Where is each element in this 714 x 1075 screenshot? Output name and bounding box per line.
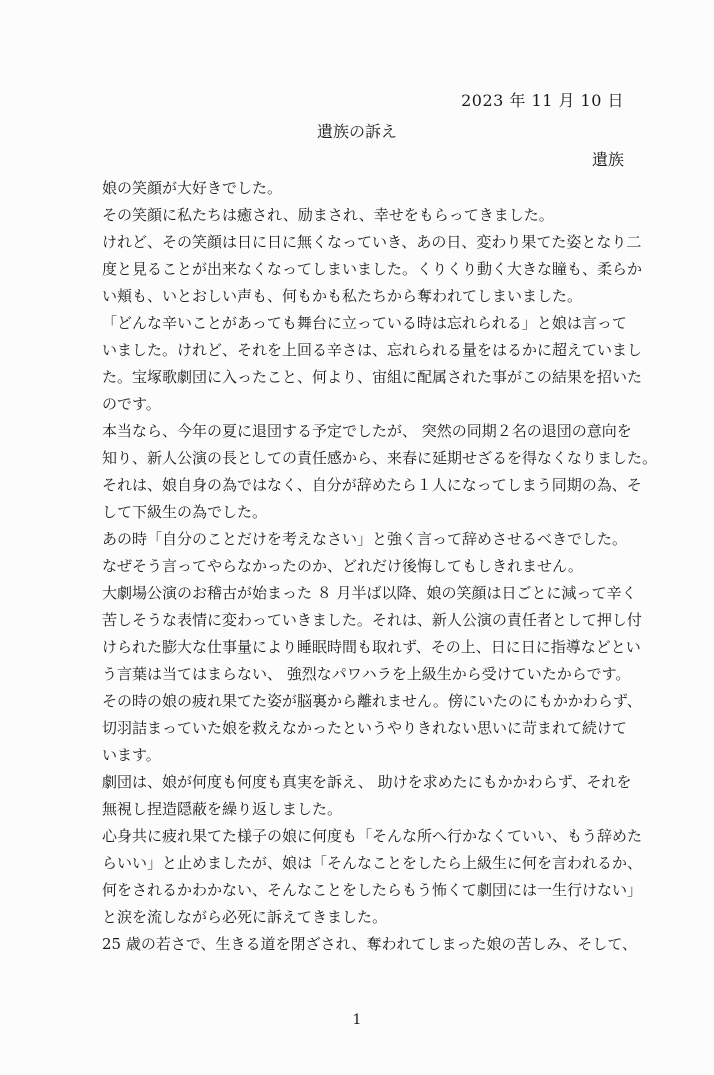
body-line: けられた膨大な仕事量により睡眠時間も取れず、その上、日に日に指導などとい <box>102 638 641 656</box>
body-line: 苦しそうな表情に変わっていきました。それは、新人公演の責任者として押し付 <box>102 611 642 629</box>
body-line: その時の娘の疲れ果てた姿が脳裏から離れません。傍にいたのにもかかわらず、 <box>102 692 642 710</box>
body-line: 切羽詰まっていた娘を救えなかったというやりきれない思いに苛まれて続けて <box>102 719 628 737</box>
body-line: その笑顔に私たちは癒され、励まされ、幸せをもらってきました。 <box>102 206 554 224</box>
body-line: 度と見ることが出来なくなってしまいました。くりくり動く大きな瞳も、柔らか <box>102 260 643 278</box>
body-line: 何をされるかわかない、そんなことをしたらもう怖くて劇団には一生行けない」 <box>102 881 643 899</box>
document-body <box>102 175 658 958</box>
body-line: 知り、新人公演の長としての責任感から、来春に延期せざるを得なくなりました。 <box>102 449 658 467</box>
body-line: います。 <box>102 746 161 764</box>
body-line: 25 歳の若さで、生きる道を閉ざされ、奪われてしまった娘の苦しみ、そして、 <box>102 935 638 953</box>
body-line: なぜそう言ってやらなかったのか、どれだけ後悔してもしきれません。 <box>102 557 583 575</box>
body-line: 劇団は、娘が何度も何度も真実を訴え、 助けを求めたにもかかわらず、それを <box>102 773 632 791</box>
body-line: 大劇場公演のお稽古が始まった ８ 月半ば以降、娘の笑顔は日ごとに減って辛く <box>102 584 637 602</box>
body-line: らいい」と止めましたが、娘は「そんなことをしたら上級生に何を言われるか、 <box>102 854 643 872</box>
body-line: 本当なら、今年の夏に退団する予定でしたが、 突然の同期２名の退団の意向を <box>102 422 632 440</box>
body-line: い頬も、いとおしい声も、何もかも私たちから奪われてしまいました。 <box>102 287 583 305</box>
body-line: のです。 <box>102 395 161 413</box>
body-line: た。宝塚歌劇団に入ったこと、何より、宙組に配属された事がこの結果を招いた <box>102 368 643 386</box>
document-date: 2023 年 11 月 10 日 <box>461 91 624 110</box>
body-line: けれど、その笑顔は日に日に無くなっていき、あの日、変わり果てた姿となり二 <box>102 233 642 251</box>
document-title: 遺族の訴え <box>316 122 397 141</box>
body-line: して下級生の為でした。 <box>102 503 268 521</box>
body-line: 娘の笑顔が大好きでした。 <box>102 179 283 197</box>
body-line: と涙を流しながら必死に訴えてきました。 <box>102 908 388 926</box>
body-line: う言葉は当てはまらない、 強烈なパワハラを上級生から受けていたからです。 <box>102 665 631 683</box>
body-line: いました。けれど、それを上回る辛さは、忘れられる量をはるかに超えていまし <box>102 341 643 359</box>
page-number: 1 <box>352 1012 362 1028</box>
document-author: 遺族 <box>591 150 624 169</box>
body-line: 無視し捏造隠蔽を繰り返しました。 <box>102 800 343 818</box>
body-line: それは、娘自身の為ではなく、自分が辞めたら１人になってしまう同期の為、そ <box>102 476 642 494</box>
body-line: 心身共に疲れ果てた様子の娘に何度も「そんな所へ行かなくていい、もう辞めた <box>102 827 643 845</box>
body-line: 「どんな辛いことがあっても舞台に立っている時は忘れられる」と娘は言って <box>102 314 627 332</box>
body-line: あの時「自分のことだけを考えなさい」と強く言って辞めさせるべきでした。 <box>102 530 628 548</box>
